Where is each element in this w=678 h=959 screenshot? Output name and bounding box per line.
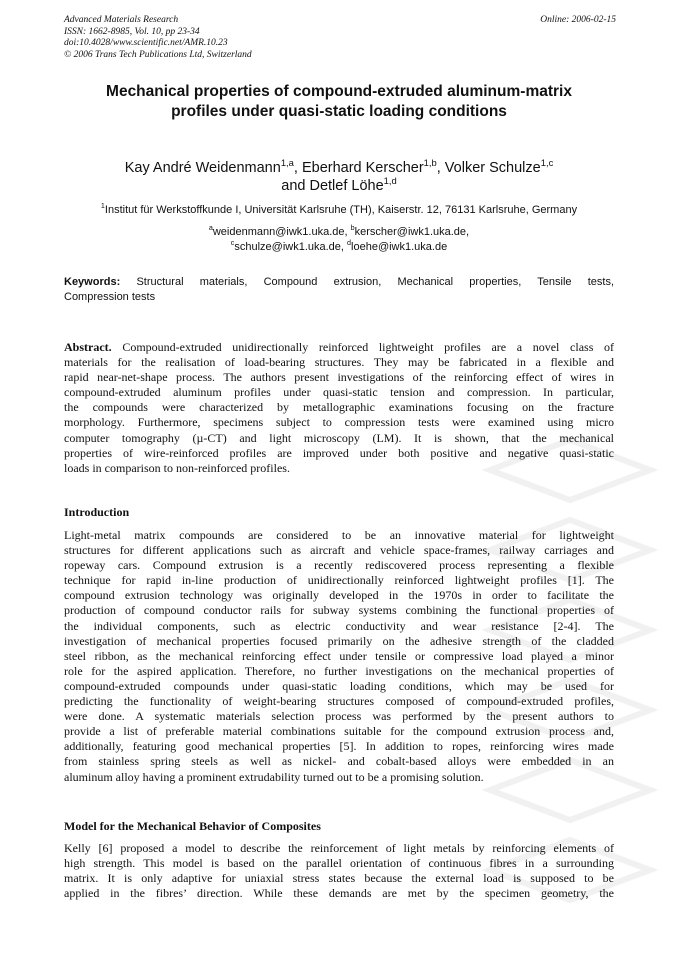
intro-line: from stainless spring steels as well as nickel- and cobalt-based alloys were embedded in an [64, 754, 614, 769]
model-line: Kelly [6] proposed a model to describe the reinforcement of light metals by reinforcing elements of [64, 841, 614, 855]
intro-line: were done. A systematic materials selection process was performed by the present authors to [64, 709, 614, 724]
email-sup: a [208, 224, 213, 232]
email-link[interactable]: kerscher@iwk1.uka.de [354, 226, 467, 238]
section-heading-introduction: Introduction [64, 505, 130, 519]
abstract-line [64, 340, 614, 355]
intro-line: steel ribbon, as the mechanical reinforcing effect under tensile or compressive load played a minor [64, 648, 614, 663]
title-line: Mechanical properties of compound-extruded aluminum-matrix [106, 83, 572, 100]
keywords-label: Keywords: [64, 276, 121, 288]
intro-line: compound-extruded compounds under quasi-static loading conditions, which may be used for [64, 678, 614, 693]
author-line: Kay André Weidenmann$^{1,a}$, Eberhard Kerscher$^{1,b}$, Volker Schulze$^{1,c}$ [124, 156, 554, 176]
author-affil-sup: 1,d [383, 174, 397, 186]
abstract-line: loads in comparison to non-reinforced profiles. [64, 460, 290, 475]
keywords [64, 275, 614, 304]
author-name: Kay André Weidenmann [124, 160, 281, 176]
author-name: Eberhard Kerscher [301, 160, 424, 176]
journal-name: Advanced Materials Research [64, 15, 179, 25]
model-line: high strength. This model is based on the parallel orientation of continuous fibres in a surrounding [64, 856, 614, 871]
intro-line: additionally, featuring good mechanical properties [5]. In addition to ropes, reinforcing wires made [64, 739, 614, 754]
section-heading-model: Model for the Mechanical Behavior of Composites [64, 819, 321, 833]
author-list [64, 156, 614, 195]
keywords-line [64, 275, 614, 290]
email-line: $^c$schulze@iwk1.uka.de, $^d$loehe@iwk1.uka.de [230, 238, 448, 253]
abstract-line: compound-extruded aluminum profiles under quasi-static tension and compression. In particular, [64, 385, 614, 400]
email-link[interactable]: loehe@iwk1.uka.de [351, 240, 448, 253]
abstract-line: computer tomography (µ-CT) and light microscopy (LM). It is shown, that the mechanical [64, 430, 614, 445]
intro-line: structures for different applications such as aircraft and vehicle space-frames, railway carriages and [64, 543, 614, 558]
affiliation-text: Institut für Werkstoffkunde I, Universität Karlsruhe (TH), Kaiserstr. 12, 76131 Karlsruhe, Germany [104, 204, 578, 216]
email-line: $^a$weidenmann@iwk1.uka.de, $^b$kerscher@iwk1.uka.de, [208, 224, 470, 238]
abstract [64, 340, 614, 476]
title-line: profiles under quasi-static loading conditions [171, 103, 507, 120]
email-sup: b [350, 224, 355, 232]
author-affil-sup: 1,c [540, 156, 554, 168]
keywords-text: Structural materials, Compound extrusion, Mechanical properties, Tensile tests, [136, 276, 614, 288]
intro-line: aluminum alloy having a prominent extrudability turned out to be a promising solution. [64, 769, 484, 784]
intro-line: role for the aspired application. Therefore, no further investigations on the mechanical properties of [64, 663, 614, 678]
intro-line: technique for rapid in-line production of unidirectionally reinforced lightweight profiles [1]. The [64, 573, 614, 588]
affiliation-sup: 1 [100, 202, 105, 210]
abstract-label: Abstract. [64, 340, 112, 354]
journal-copyright: © 2006 Trans Tech Publications Ltd, Switzerland [64, 49, 252, 60]
author-line: and Detlef Löhe$^{1,d}$ [281, 174, 397, 194]
journal-issn: ISSN: 1662-8985, Vol. 10, pp 23-34 [64, 26, 200, 37]
abstract-line: properties of wire-reinforced profiles are improved under both positive and negative quasi-static [64, 445, 614, 460]
author-affil-sup: 1,a [280, 156, 294, 168]
online-date: Online: 2006-02-15 [540, 15, 616, 25]
abstract-line: materials for the realisation of load-bearing structures. They may be fabricated in a flexible and [64, 355, 614, 370]
author-emails [64, 225, 614, 254]
intro-line: compound extrusion technology was originally developed in the 1970s in order to facilitate the [64, 588, 614, 603]
author-name: Detlef Löhe [309, 178, 384, 194]
model-line: matrix. It is only adaptive for uniaxial stress states because the external load is supposed to be [64, 871, 614, 886]
author-name: Volker Schulze [444, 160, 541, 176]
email-sup: d [347, 238, 352, 247]
intro-line: the individual components, such as electric conductivity and wear resistance [2-4]. The [64, 618, 614, 633]
introduction-paragraph [64, 528, 614, 785]
abstract-line: the compounds were characterized by metallographic examinations focusing on the fracture [64, 400, 614, 415]
email-link[interactable]: weidenmann@iwk1.uka.de [212, 226, 345, 238]
abstract-line: morphology. Furthermore, specimens subject to compression tests were examined using micro [64, 415, 614, 430]
model-paragraph [64, 841, 614, 901]
paper-title [64, 82, 614, 122]
email-sup: c [230, 238, 235, 247]
abstract-line: rapid near-net-shape process. The authors present investigations of the reinforcing effect of wires in [64, 370, 614, 385]
intro-line: ropeway cars. Compound extrusion is a recently rediscovered process representing a flexible [64, 558, 614, 573]
affiliation [64, 203, 614, 217]
intro-line: Light-metal matrix compounds are considered to be an innovative material for lightweight [64, 528, 614, 542]
intro-line: provide a list of preferable material combinations suitable for the compound extrusion process and, [64, 724, 614, 739]
abstract-text: Compound-extruded unidirectionally reinforced lightweight profiles are a novel class of [122, 340, 615, 354]
email-link[interactable]: schulze@iwk1.uka.de [234, 240, 341, 253]
journal-header [64, 15, 252, 61]
keywords-line: Compression tests [64, 290, 156, 303]
model-line: applied in the fibres’ direction. While these demands are met by the specimen geometry, the [64, 886, 614, 901]
author-affil-sup: 1,b [423, 156, 437, 168]
journal-doi: doi:10.4028/www.scientific.net/AMR.10.23 [64, 38, 228, 49]
intro-line: investigation of mechanical properties focused primarily on the adhesive strength of the cladded [64, 633, 614, 648]
intro-line: predicting the functionality of weight-bearing structures composed of compound-extruded profiles, [64, 694, 614, 709]
intro-line: production of compound conductor rails for subway systems combining the functional properties of [64, 603, 614, 618]
